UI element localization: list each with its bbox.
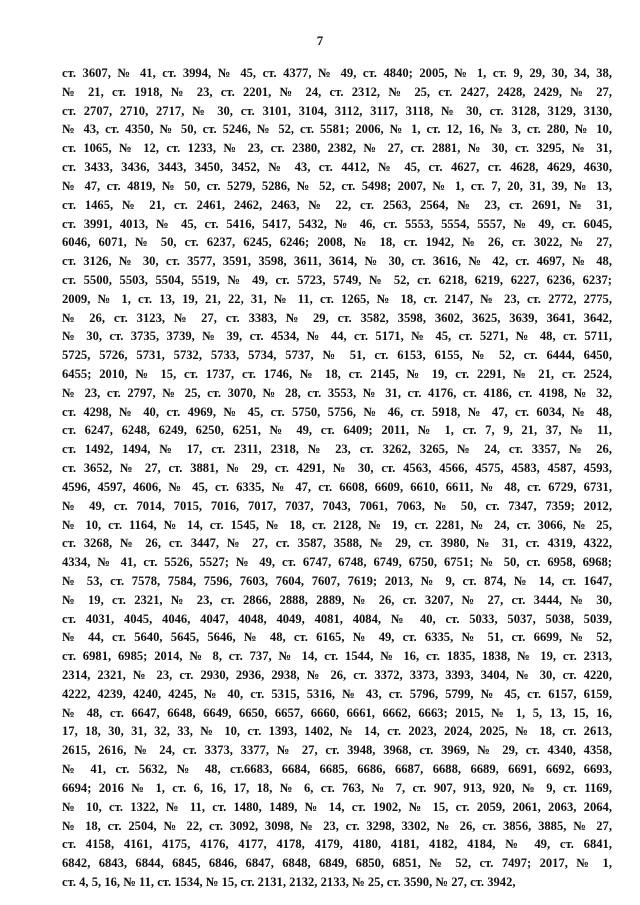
text-line: 2615, 2616, № 24, ст. 3373, 3377, № 27, ст. 3948, 3968, ст. 3969, № 29, ст. 4340, 4358, bbox=[62, 743, 612, 758]
text-line: 6046, 6071, № 50, ст. 6237, 6245, 6246; 2008, № 18, ст. 1942, № 26, ст. 3022, № 27, bbox=[62, 235, 612, 250]
page-number: 7 bbox=[316, 33, 324, 48]
text-line: № 18, ст. 2504, № 22, ст. 3092, 3098, № 23, ст. 3298, 3302, № 26, ст. 3856, 3885, № 27, bbox=[62, 818, 612, 833]
text-line: ст. 3991, 4013, № 45, ст. 5416, 5417, 5432, № 46, ст. 5553, 5554, 5557, № 49, ст. 6045, bbox=[62, 216, 612, 231]
text-line: ст. 4298, № 40, ст. 4969, № 45, ст. 5750, 5756, № 46, ст. 5918, № 47, ст. 6034, № 48, bbox=[62, 404, 612, 419]
text-line: ст. 4031, 4045, 4046, 4047, 4048, 4049, 4081, 4084, № 40, ст. 5033, 5037, 5038, 5039, bbox=[62, 611, 612, 626]
text-line: ст. 6247, 6248, 6249, 6250, 6251, № 49, ст. 6409; 2011, № 1, ст. 7, 9, 21, 37, № 11, bbox=[62, 423, 612, 438]
body-text bbox=[62, 64, 612, 892]
text-line: ст. 1465, № 21, ст. 2461, 2462, 2463, № 22, ст. 2563, 2564, № 23, ст. 2691, № 31, bbox=[62, 197, 612, 212]
text-line: ст. 3433, 3436, 3443, 3450, 3452, № 43, ст. 4412, № 45, ст. 4627, ст. 4628, 4629, 4630, bbox=[62, 160, 612, 175]
text-line: ст. 3268, № 26, ст. 3447, № 27, ст. 3587, 3588, № 29, ст. 3980, № 31, ст. 4319, 4322, bbox=[62, 536, 612, 551]
text-line: 17, 18, 30, 31, 32, 33, № 10, ст. 1393, 1402, № 14, ст. 2023, 2024, 2025, № 18, ст. 2613, bbox=[62, 724, 612, 739]
text-line: № 19, ст. 2321, № 23, ст. 2866, 2888, 2889, № 26, ст. 3207, № 27, ст. 3444, № 30, bbox=[62, 592, 612, 607]
text-line: № 41, ст. 5632, № 48, ст.6683, 6684, 6685, 6686, 6687, 6688, 6689, 6691, 6692, 6693, bbox=[62, 762, 612, 777]
text-line: 4596, 4597, 4606, № 45, ст. 6335, № 47, ст. 6608, 6609, 6610, 6611, № 48, ст. 6729, 6731, bbox=[62, 479, 612, 494]
text-line: 2314, 2321, № 23, ст. 2930, 2936, 2938, № 26, ст. 3372, 3373, 3393, 3404, № 30, ст. 4220, bbox=[62, 668, 612, 682]
text-line: 2009, № 1, ст. 13, 19, 21, 22, 31, № 11, ст. 1265, № 18, ст. 2147, № 23, ст. 2772, 2775, bbox=[62, 291, 612, 306]
text-line: ст. 1492, 1494, № 17, ст. 2311, 2318, № 23, ст. 3262, 3265, № 24, ст. 3357, № 26, bbox=[62, 442, 612, 457]
text-line: ст. 6981, 6985; 2014, № 8, ст. 737, № 14, ст. 1544, № 16, ст. 1835, 1838, № 19, ст. 2313, bbox=[62, 649, 612, 664]
text-line: ст. 3126, № 30, ст. 3577, 3591, 3598, 3611, 3614, № 30, ст. 3616, № 42, ст. 4697, № 48, bbox=[62, 254, 612, 269]
text-line: 6842, 6843, 6844, 6845, 6846, 6847, 6848, 6849, 6850, 6851, № 52, ст. 7497; 2017, № 1, bbox=[62, 856, 612, 871]
text-line: 4334, № 41, ст. 5526, 5527; № 49, ст. 6747, 6748, 6749, 6750, 6751; № 50, ст. 6958, 6968; bbox=[62, 555, 612, 570]
text-line: № 49, ст. 7014, 7015, 7016, 7017, 7037, 7043, 7061, 7063, № 50, ст. 7347, 7359; 2012, bbox=[62, 498, 612, 513]
text-line: ст. 3607, № 41, ст. 3994, № 45, ст. 4377, № 49, ст. 4840; 2005, № 1, ст. 9, 29, 30, 34, 38, bbox=[62, 66, 612, 80]
text-line: № 10, ст. 1322, № 11, ст. 1480, 1489, № 14, ст. 1902, № 15, ст. 2059, 2061, 2063, 2064, bbox=[62, 799, 612, 814]
text-line: № 10, ст. 1164, № 14, ст. 1545, № 18, ст. 2128, № 19, ст. 2281, № 24, ст. 3066, № 25, bbox=[62, 517, 612, 532]
text-line: 5725, 5726, 5731, 5732, 5733, 5734, 5737, № 51, ст. 6153, 6155, № 52, ст. 6444, 6450, bbox=[62, 348, 612, 363]
text-line: ст. 3652, № 27, ст. 3881, № 29, ст. 4291, № 30, ст. 4563, 4566, 4575, 4583, 4587, 4593, bbox=[62, 461, 612, 476]
text-line: № 30, ст. 3735, 3739, № 39, ст. 4534, № 44, ст. 5171, № 45, ст. 5271, № 48, ст. 5711, bbox=[62, 329, 612, 344]
text-line: ст. 1065, № 12, ст. 1233, № 23, ст. 2380, 2382, № 27, ст. 2881, № 30, ст. 3295, № 31, bbox=[62, 141, 612, 156]
text-line: 6455; 2010, № 15, ст. 1737, ст. 1746, № 18, ст. 2145, № 19, ст. 2291, № 21, ст. 2524, bbox=[62, 367, 612, 381]
text-line: ст. 4158, 4161, 4175, 4176, 4177, 4178, 4179, 4180, 4181, 4182, 4184, № 49, ст. 6841, bbox=[62, 837, 612, 852]
text-line: № 43, ст. 4350, № 50, ст. 5246, № 52, ст. 5581; 2006, № 1, ст. 12, 16, № 3, ст. 280, № 10, bbox=[62, 122, 612, 137]
text-line: 6694; 2016 № 1, ст. 6, 16, 17, 18, № 6, ст. 763, № 7, ст. 907, 913, 920, № 9, ст. 1169, bbox=[62, 780, 612, 795]
text-line: № 53, ст. 7578, 7584, 7596, 7603, 7604, 7607, 7619; 2013, № 9, ст. 874, № 14, ст. 1647, bbox=[62, 573, 612, 588]
text-line: ст. 2707, 2710, 2717, № 30, ст. 3101, 3104, 3112, 3117, 3118, № 30, ст. 3128, 3129, 3130, bbox=[62, 103, 612, 118]
text-line: 4222, 4239, 4240, 4245, № 40, ст. 5315, 5316, № 43, ст. 5796, 5799, № 45, ст. 6157, 6159, bbox=[62, 686, 612, 701]
text-line: № 47, ст. 4819, № 50, ст. 5279, 5286, № 52, ст. 5498; 2007, № 1, ст. 7, 20, 31, 39, № 13, bbox=[62, 178, 612, 193]
text-line: № 23, ст. 2797, № 25, ст. 3070, № 28, ст. 3553, № 31, ст. 4176, ст. 4186, ст. 4198, № 32, bbox=[62, 385, 612, 400]
text-line: № 44, ст. 5640, 5645, 5646, № 48, ст. 6165, № 49, ст. 6335, № 51, ст. 6699, № 52, bbox=[62, 630, 612, 645]
text-line: ст. 5500, 5503, 5504, 5519, № 49, ст. 5723, 5749, № 52, ст. 6218, 6219, 6227, 6236, 6237; bbox=[62, 272, 612, 287]
text-line: № 48, ст. 6647, 6648, 6649, 6650, 6657, 6660, 6661, 6662, 6663; 2015, № 1, 5, 13, 15, 16, bbox=[62, 705, 612, 720]
text-line: № 26, ст. 3123, № 27, ст. 3383, № 29, ст. 3582, 3598, 3602, 3625, 3639, 3641, 3642, bbox=[62, 310, 612, 325]
text-line: ст. 4, 5, 16, № 11, ст. 1534, № 15, ст. 2131, 2132, 2133, № 25, ст. 3590, № 27, ст. 3942, bbox=[62, 874, 516, 889]
text-line: № 21, ст. 1918, № 23, ст. 2201, № 24, ст. 2312, № 25, ст. 2427, 2428, 2429, № 27, bbox=[62, 84, 612, 99]
